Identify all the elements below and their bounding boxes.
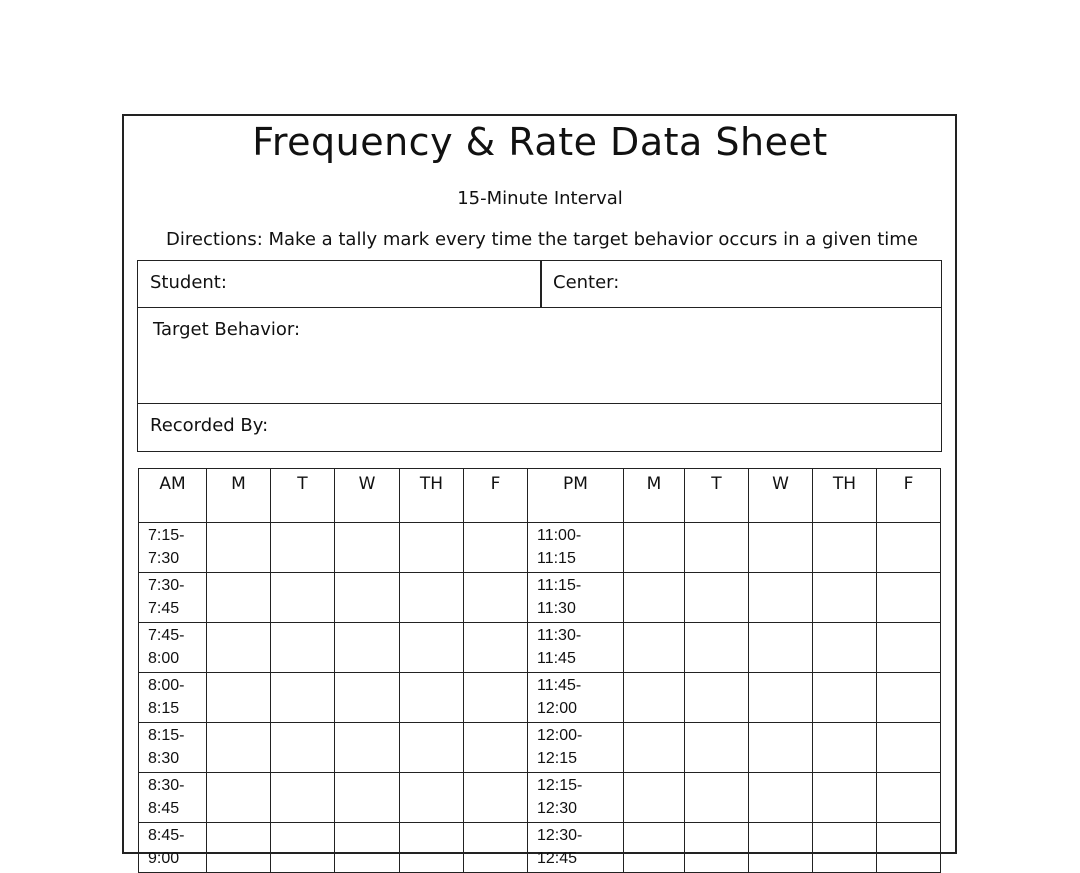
header-am-thu: TH (400, 469, 464, 523)
am-time-label: 8:00 (148, 650, 180, 667)
header-am-mon: M (207, 469, 271, 523)
am-time-label: 8:45- (148, 827, 185, 844)
page-title: Frequency & Rate Data Sheet (252, 120, 828, 164)
pm-tally-cell[interactable] (877, 523, 941, 573)
pm-time-cell (528, 523, 624, 573)
am-time-cell (139, 823, 207, 873)
pm-tally-cell[interactable] (685, 573, 749, 623)
am-time-label: 8:00- (148, 677, 185, 694)
am-tally-cell[interactable] (207, 573, 271, 623)
tally-table-body (139, 523, 941, 873)
am-time-label: 8:30 (148, 750, 180, 767)
table-row (139, 623, 941, 673)
pm-time-label: 12:15- (537, 777, 583, 794)
pm-tally-cell[interactable] (813, 523, 877, 573)
header-pm-fri: F (877, 469, 941, 523)
am-time-label: 7:45- (148, 627, 185, 644)
recorded-by-field[interactable] (137, 403, 942, 452)
pm-time-label: 11:30- (537, 627, 582, 644)
am-tally-cell[interactable] (335, 623, 400, 673)
pm-tally-cell[interactable] (749, 773, 813, 823)
table-row (139, 573, 941, 623)
tally-table (138, 468, 941, 873)
am-tally-cell[interactable] (335, 773, 400, 823)
am-time-label: 7:15- (148, 527, 185, 544)
am-tally-cell[interactable] (464, 523, 528, 573)
am-tally-cell[interactable] (335, 723, 400, 773)
pm-tally-cell[interactable] (813, 723, 877, 773)
pm-time-cell (528, 623, 624, 673)
pm-tally-cell[interactable] (624, 673, 685, 723)
pm-tally-cell[interactable] (624, 823, 685, 873)
pm-tally-cell[interactable] (624, 523, 685, 573)
pm-tally-cell[interactable] (749, 673, 813, 723)
am-tally-cell[interactable] (271, 623, 335, 673)
am-tally-cell[interactable] (400, 573, 464, 623)
pm-time-label: 11:45 (537, 650, 576, 667)
am-tally-cell[interactable] (207, 773, 271, 823)
header-am-wed: W (335, 469, 400, 523)
pm-tally-cell[interactable] (877, 573, 941, 623)
pm-tally-cell[interactable] (813, 573, 877, 623)
am-time-label: 7:30- (148, 577, 185, 594)
pm-time-label: 11:30 (537, 600, 576, 617)
am-tally-cell[interactable] (400, 523, 464, 573)
am-tally-cell[interactable] (400, 723, 464, 773)
pm-time-label: 11:00- (537, 527, 582, 544)
pm-time-label: 12:30 (537, 800, 578, 817)
am-time-label: 8:15 (148, 700, 180, 717)
header-pm-mon: M (624, 469, 685, 523)
am-tally-cell[interactable] (400, 623, 464, 673)
header-pm-wed: W (749, 469, 813, 523)
header-pm: PM (528, 469, 624, 523)
header-am-tue: T (271, 469, 335, 523)
student-label: Student: (150, 272, 227, 293)
header-pm-tue: T (685, 469, 749, 523)
am-tally-cell[interactable] (271, 773, 335, 823)
center-label: Center: (553, 272, 620, 293)
am-tally-cell[interactable] (400, 773, 464, 823)
am-tally-cell[interactable] (335, 573, 400, 623)
pm-tally-cell[interactable] (877, 823, 941, 873)
am-tally-cell[interactable] (207, 523, 271, 573)
am-time-cell (139, 673, 207, 723)
am-time-cell (139, 573, 207, 623)
am-tally-cell[interactable] (464, 623, 528, 673)
table-row (139, 673, 941, 723)
header-am: AM (139, 469, 207, 523)
pm-time-label: 12:15 (537, 750, 578, 767)
pm-time-label: 11:45- (537, 677, 582, 694)
am-tally-cell[interactable] (464, 723, 528, 773)
am-tally-cell[interactable] (207, 823, 271, 873)
am-tally-cell[interactable] (207, 723, 271, 773)
pm-tally-cell[interactable] (813, 773, 877, 823)
pm-time-cell (528, 723, 624, 773)
pm-time-label: 11:15 (537, 550, 576, 567)
pm-tally-cell[interactable] (685, 523, 749, 573)
page-subtitle: 15-Minute Interval (457, 188, 623, 209)
am-time-label: 7:30 (148, 550, 180, 567)
am-tally-cell[interactable] (464, 673, 528, 723)
am-tally-cell[interactable] (464, 823, 528, 873)
am-time-cell (139, 723, 207, 773)
target-behavior-field[interactable] (137, 307, 942, 404)
pm-tally-cell[interactable] (749, 523, 813, 573)
am-time-label: 8:30- (148, 777, 185, 794)
pm-time-label: 12:45 (537, 850, 578, 867)
pm-time-label: 12:00- (537, 727, 583, 744)
student-field[interactable] (137, 260, 542, 308)
directions-text: Directions: Make a tally mark every time the target behavior occurs in a given time (166, 229, 918, 250)
am-tally-cell[interactable] (464, 573, 528, 623)
am-time-cell (139, 523, 207, 573)
target-behavior-label: Target Behavior: (153, 319, 301, 340)
pm-tally-cell[interactable] (813, 823, 877, 873)
am-tally-cell[interactable] (271, 723, 335, 773)
pm-time-cell (528, 673, 624, 723)
pm-tally-cell[interactable] (877, 723, 941, 773)
am-tally-cell[interactable] (335, 823, 400, 873)
am-tally-cell[interactable] (207, 673, 271, 723)
pm-time-cell (528, 573, 624, 623)
pm-time-label: 12:00 (537, 700, 578, 717)
pm-tally-cell[interactable] (749, 823, 813, 873)
pm-tally-cell[interactable] (877, 623, 941, 673)
pm-tally-cell[interactable] (685, 723, 749, 773)
am-time-cell (139, 773, 207, 823)
am-tally-cell[interactable] (400, 673, 464, 723)
pm-time-label: 11:15- (537, 577, 582, 594)
am-time-label: 9:00 (148, 850, 180, 867)
table-row (139, 823, 941, 873)
pm-tally-cell[interactable] (685, 823, 749, 873)
pm-tally-cell[interactable] (624, 773, 685, 823)
am-tally-cell[interactable] (464, 773, 528, 823)
pm-time-cell (528, 773, 624, 823)
table-row (139, 773, 941, 823)
pm-tally-cell[interactable] (813, 623, 877, 673)
table-row (139, 523, 941, 573)
pm-tally-cell[interactable] (877, 773, 941, 823)
pm-tally-cell[interactable] (685, 673, 749, 723)
am-tally-cell[interactable] (335, 523, 400, 573)
am-tally-cell[interactable] (271, 673, 335, 723)
am-time-cell (139, 623, 207, 673)
pm-tally-cell[interactable] (624, 573, 685, 623)
pm-tally-cell[interactable] (813, 673, 877, 723)
am-time-label: 8:45 (148, 800, 180, 817)
table-row (139, 723, 941, 773)
pm-tally-cell[interactable] (877, 673, 941, 723)
pm-tally-cell[interactable] (749, 723, 813, 773)
pm-time-label: 12:30- (537, 827, 583, 844)
pm-tally-cell[interactable] (685, 623, 749, 673)
am-time-label: 7:45 (148, 600, 180, 617)
pm-tally-cell[interactable] (749, 573, 813, 623)
recorded-by-label: Recorded By: (150, 415, 269, 436)
am-tally-cell[interactable] (271, 823, 335, 873)
am-tally-cell[interactable] (207, 623, 271, 673)
table-header-row (139, 469, 941, 523)
pm-tally-cell[interactable] (749, 623, 813, 673)
am-tally-cell[interactable] (400, 823, 464, 873)
center-field[interactable] (540, 260, 942, 308)
am-tally-cell[interactable] (335, 673, 400, 723)
am-tally-cell[interactable] (271, 573, 335, 623)
pm-time-cell (528, 823, 624, 873)
header-pm-thu: TH (813, 469, 877, 523)
pm-tally-cell[interactable] (685, 773, 749, 823)
pm-tally-cell[interactable] (624, 623, 685, 673)
header-am-fri: F (464, 469, 528, 523)
am-tally-cell[interactable] (271, 523, 335, 573)
pm-tally-cell[interactable] (624, 723, 685, 773)
am-time-label: 8:15- (148, 727, 185, 744)
